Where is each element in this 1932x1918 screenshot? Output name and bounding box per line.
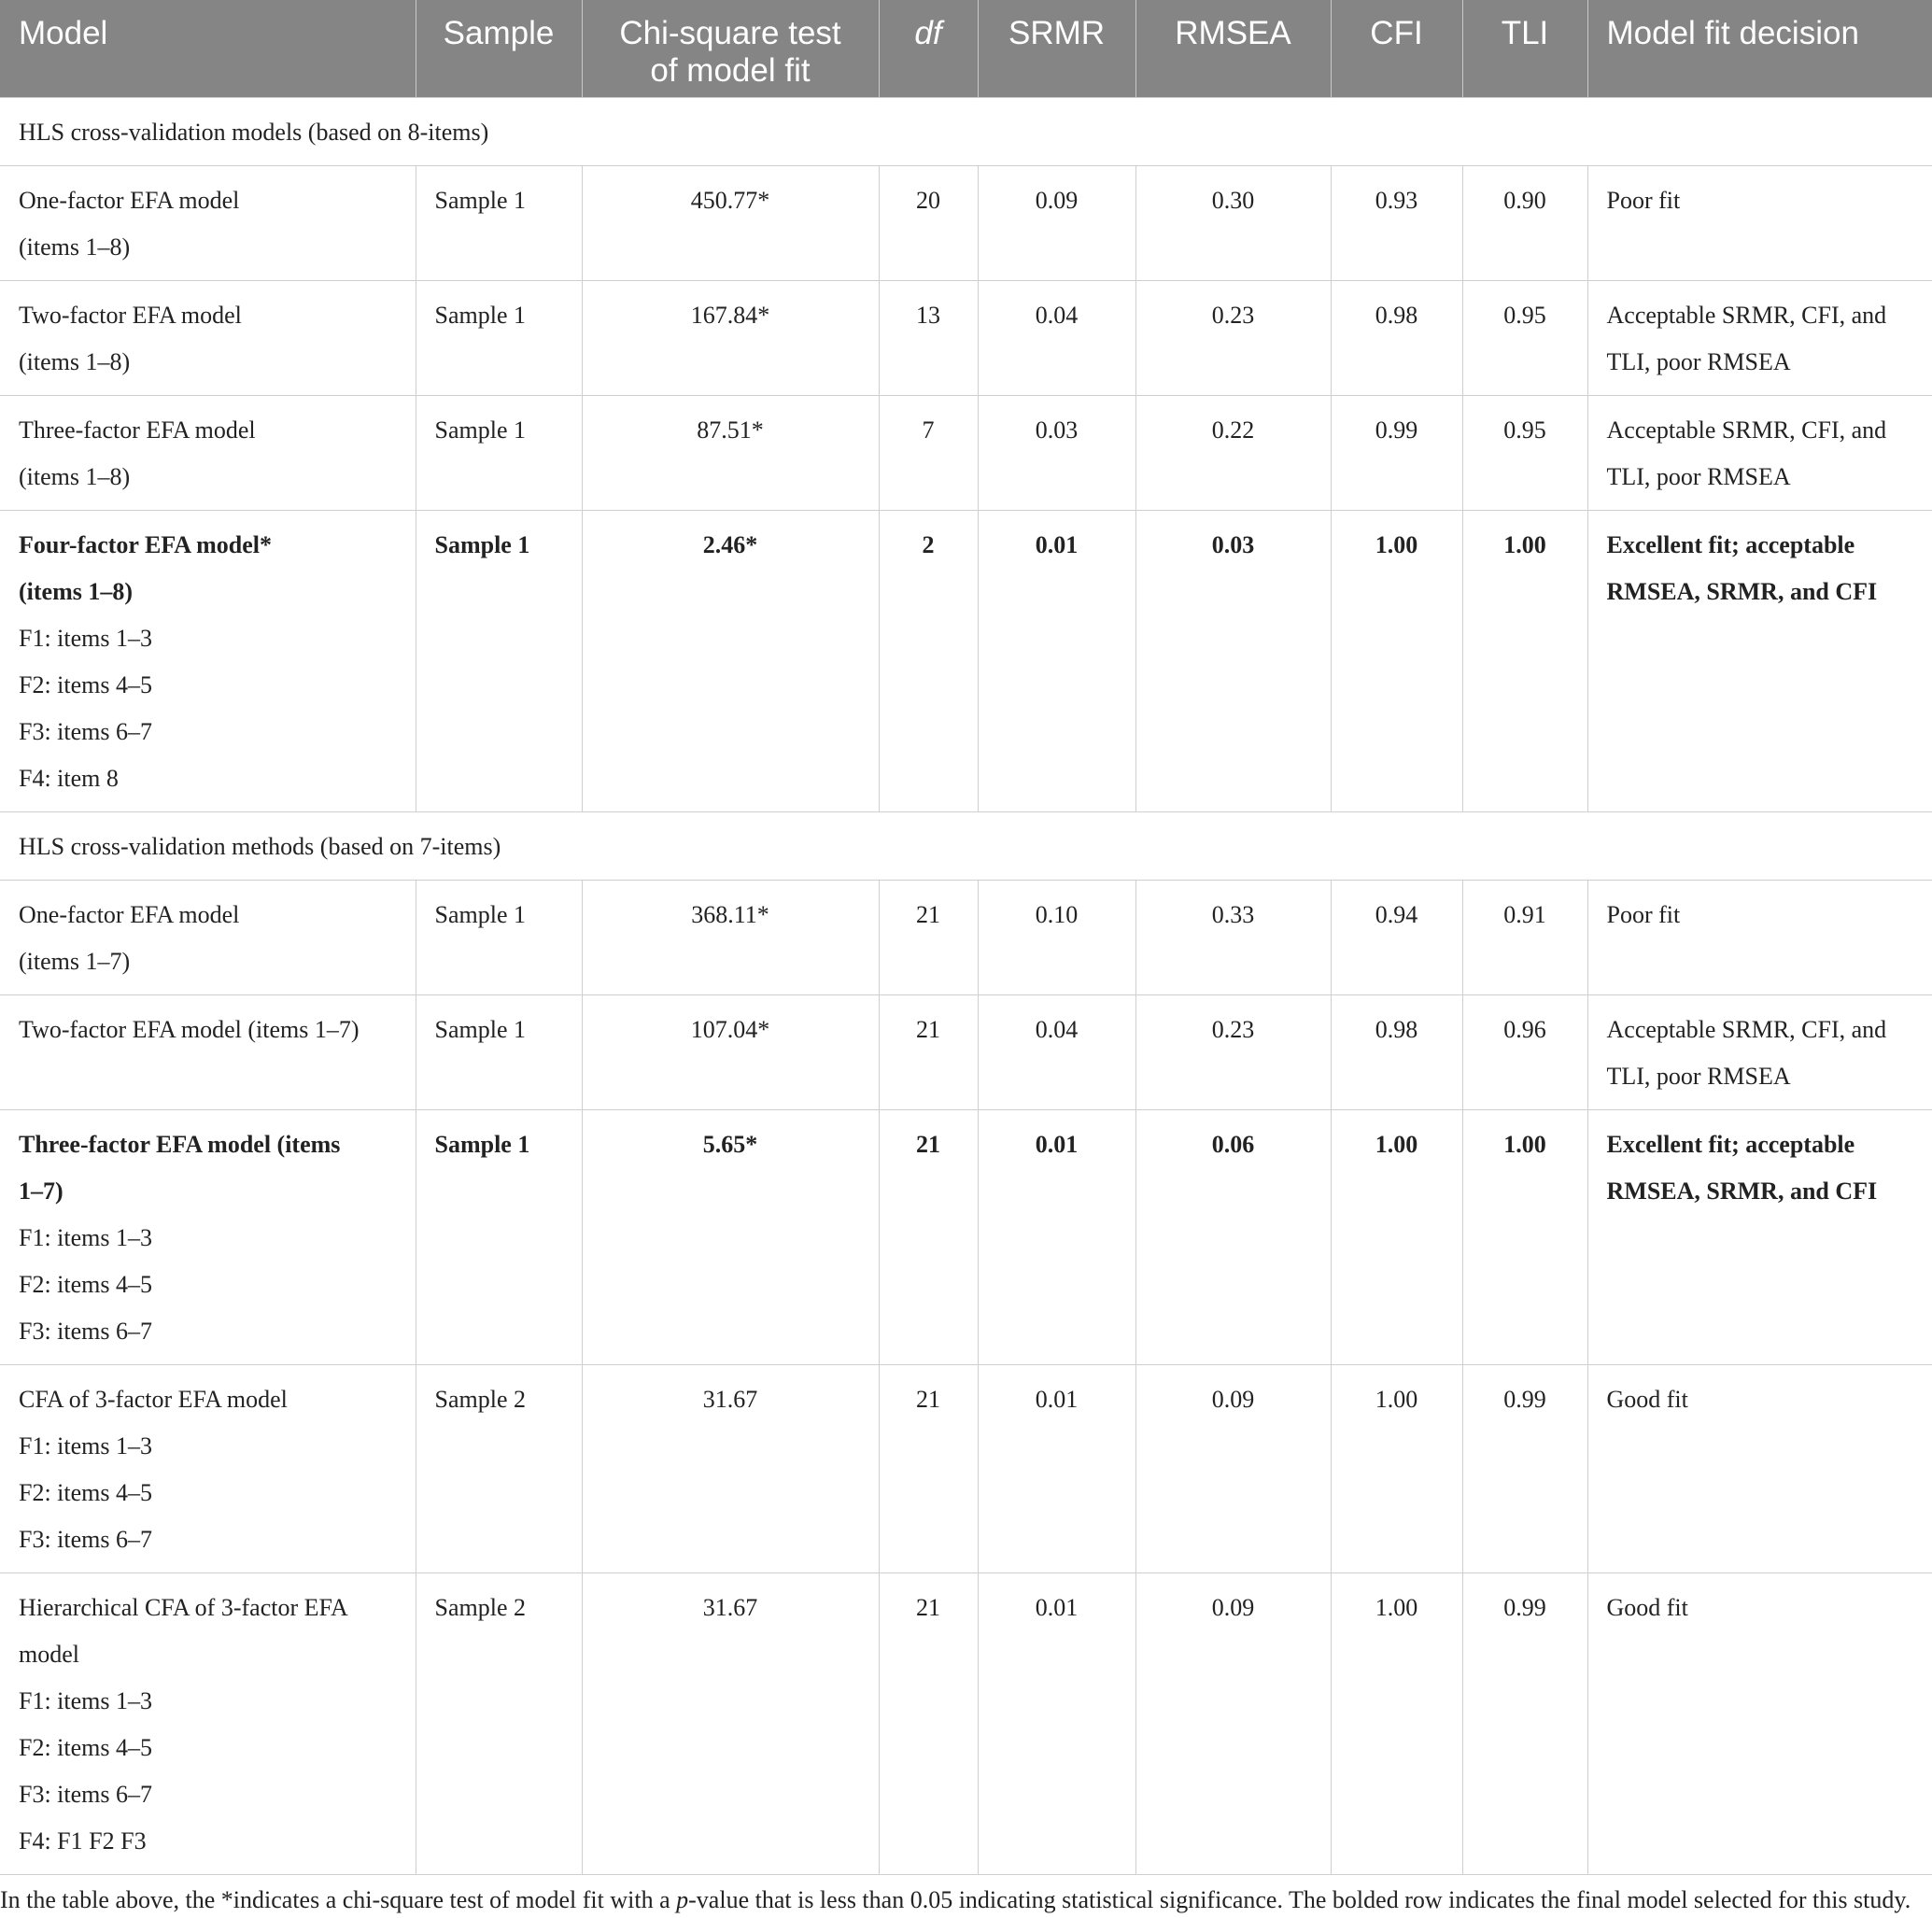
cell-model — [0, 281, 416, 396]
table-row — [0, 995, 1932, 1110]
table-row — [0, 1573, 1932, 1875]
cell-chi-square: 450.77* — [582, 166, 879, 281]
cell-tli: 0.90 — [1462, 166, 1587, 281]
cell-sample: Sample 1 — [416, 396, 582, 511]
model-name-line: F3: items 6–7 — [19, 1526, 153, 1553]
cell-tli: 0.95 — [1462, 396, 1587, 511]
cell-sample: Sample 1 — [416, 166, 582, 281]
cell-rmsea: 0.23 — [1135, 995, 1331, 1110]
model-name-line: (items 1–8) — [19, 348, 131, 375]
table-row — [0, 281, 1932, 396]
model-name-line: F3: items 6–7 — [19, 1781, 153, 1808]
header-srmr: SRMR — [978, 0, 1135, 98]
cell-df: 21 — [879, 995, 978, 1110]
model-name-line: Two-factor EFA model — [19, 302, 242, 329]
cell-srmr: 0.03 — [978, 396, 1135, 511]
decision-line: Poor fit — [1606, 187, 1681, 214]
model-name-line: F2: items 4–5 — [19, 1479, 153, 1506]
cell-sample: Sample 1 — [416, 281, 582, 396]
model-name-line: F1: items 1–3 — [19, 625, 153, 652]
cell-df: 21 — [879, 1573, 978, 1875]
cell-cfi: 0.94 — [1331, 881, 1462, 995]
cell-model — [0, 1365, 416, 1573]
model-name-line: One-factor EFA model — [19, 187, 240, 214]
cell-decision — [1587, 396, 1932, 511]
header-tli: TLI — [1462, 0, 1587, 98]
header-chi-line2: of model fit — [650, 52, 811, 89]
model-name-line: F1: items 1–3 — [19, 1432, 153, 1460]
header-sample: Sample — [416, 0, 582, 98]
model-name-line: F3: items 6–7 — [19, 718, 153, 745]
cell-srmr: 0.04 — [978, 281, 1135, 396]
cell-df: 21 — [879, 881, 978, 995]
cell-df: 2 — [879, 511, 978, 812]
model-name-line: (items 1–7) — [19, 948, 131, 975]
header-row — [0, 0, 1932, 98]
cell-cfi: 0.99 — [1331, 396, 1462, 511]
header-chi-line1: Chi-square test — [619, 15, 841, 51]
table-row — [0, 396, 1932, 511]
cell-chi-square: 167.84* — [582, 281, 879, 396]
cell-model — [0, 166, 416, 281]
table-row-final-8-items — [0, 511, 1932, 812]
cell-chi-square: 368.11* — [582, 881, 879, 995]
cell-tli: 0.91 — [1462, 881, 1587, 995]
footnote-text-1: In the table above, the *indicates a chi-square test of model fit with a — [0, 1886, 677, 1913]
table-row — [0, 881, 1932, 995]
decision-line: TLI, poor RMSEA — [1606, 463, 1791, 490]
cell-model — [0, 511, 416, 812]
cell-model — [0, 995, 416, 1110]
cell-decision — [1587, 281, 1932, 396]
section-label: HLS cross-validation models (based on 8-items) — [0, 98, 1932, 166]
cell-df: 20 — [879, 166, 978, 281]
cell-sample: Sample 1 — [416, 511, 582, 812]
cell-cfi: 1.00 — [1331, 1365, 1462, 1573]
cell-srmr: 0.01 — [978, 1365, 1135, 1573]
cell-chi-square: 87.51* — [582, 396, 879, 511]
model-name-line: F2: items 4–5 — [19, 1734, 153, 1761]
cell-srmr: 0.01 — [978, 1110, 1135, 1365]
cell-decision — [1587, 881, 1932, 995]
model-name-line: Two-factor EFA model (items 1–7) — [19, 1016, 360, 1043]
cell-rmsea: 0.09 — [1135, 1365, 1331, 1573]
model-name-line: Three-factor EFA model (items — [19, 1131, 341, 1158]
cell-tli: 0.95 — [1462, 281, 1587, 396]
cell-cfi: 0.93 — [1331, 166, 1462, 281]
cell-decision — [1587, 995, 1932, 1110]
cell-model — [0, 396, 416, 511]
decision-line: RMSEA, SRMR, and CFI — [1606, 578, 1878, 605]
cell-decision — [1587, 1365, 1932, 1573]
cell-rmsea: 0.30 — [1135, 166, 1331, 281]
cell-model — [0, 1110, 416, 1365]
decision-line: Good fit — [1606, 1386, 1688, 1413]
header-chi-square — [582, 0, 879, 98]
model-name-line: F4: F1 F2 F3 — [19, 1827, 147, 1855]
cell-df: 21 — [879, 1365, 978, 1573]
model-name-line: (items 1–8) — [19, 463, 131, 490]
cell-cfi: 1.00 — [1331, 1573, 1462, 1875]
cell-cfi: 1.00 — [1331, 511, 1462, 812]
model-name-line: Hierarchical CFA of 3-factor EFA — [19, 1594, 348, 1621]
cell-sample: Sample 2 — [416, 1573, 582, 1875]
header-rmsea: RMSEA — [1135, 0, 1331, 98]
cell-cfi: 0.98 — [1331, 995, 1462, 1110]
cell-sample: Sample 1 — [416, 881, 582, 995]
table-footnote — [0, 1875, 1914, 1918]
cell-srmr: 0.04 — [978, 995, 1135, 1110]
cell-sample: Sample 1 — [416, 1110, 582, 1365]
model-name-line: (items 1–8) — [19, 578, 134, 605]
cell-chi-square: 107.04* — [582, 995, 879, 1110]
model-name-line: F2: items 4–5 — [19, 1271, 153, 1298]
section-label: HLS cross-validation methods (based on 7-items) — [0, 812, 1932, 881]
cell-srmr: 0.10 — [978, 881, 1135, 995]
header-df: df — [879, 0, 978, 98]
model-name-line: CFA of 3-factor EFA model — [19, 1386, 288, 1413]
cell-sample: Sample 1 — [416, 995, 582, 1110]
cell-chi-square: 2.46* — [582, 511, 879, 812]
cell-rmsea: 0.23 — [1135, 281, 1331, 396]
cell-tli: 1.00 — [1462, 511, 1587, 812]
cell-cfi: 1.00 — [1331, 1110, 1462, 1365]
cell-decision — [1587, 511, 1932, 812]
cell-rmsea: 0.22 — [1135, 396, 1331, 511]
cell-tli: 1.00 — [1462, 1110, 1587, 1365]
decision-line: Acceptable SRMR, CFI, and — [1606, 1016, 1887, 1043]
decision-line: Excellent fit; acceptable — [1606, 1131, 1855, 1158]
cell-chi-square: 5.65* — [582, 1110, 879, 1365]
model-name-line: F1: items 1–3 — [19, 1687, 153, 1714]
cell-decision — [1587, 1110, 1932, 1365]
header-model: Model — [0, 0, 416, 98]
decision-line: TLI, poor RMSEA — [1606, 348, 1791, 375]
table-row — [0, 1365, 1932, 1573]
model-name-line: 1–7) — [19, 1178, 63, 1205]
cell-rmsea: 0.09 — [1135, 1573, 1331, 1875]
model-name-line: F2: items 4–5 — [19, 671, 153, 698]
section-row-8-items — [0, 98, 1932, 166]
model-name-line: Three-factor EFA model — [19, 416, 256, 444]
cell-srmr: 0.09 — [978, 166, 1135, 281]
cell-rmsea: 0.03 — [1135, 511, 1331, 812]
cell-rmsea: 0.06 — [1135, 1110, 1331, 1365]
table-row — [0, 166, 1932, 281]
cell-tli: 0.99 — [1462, 1573, 1587, 1875]
model-name-line: F3: items 6–7 — [19, 1318, 153, 1345]
model-name-line: F1: items 1–3 — [19, 1224, 153, 1251]
model-name-line: model — [19, 1641, 79, 1668]
cell-df: 7 — [879, 396, 978, 511]
section-row-7-items — [0, 812, 1932, 881]
table-row-final-7-items — [0, 1110, 1932, 1365]
decision-line: Acceptable SRMR, CFI, and — [1606, 416, 1887, 444]
model-name-line: F4: item 8 — [19, 765, 119, 792]
model-name-line: One-factor EFA model — [19, 901, 240, 928]
cell-srmr: 0.01 — [978, 511, 1135, 812]
decision-line: TLI, poor RMSEA — [1606, 1063, 1791, 1090]
footnote-p: p — [676, 1886, 689, 1913]
header-decision: Model fit decision — [1587, 0, 1932, 98]
decision-line: Poor fit — [1606, 901, 1681, 928]
decision-line: Excellent fit; acceptable — [1606, 531, 1855, 558]
cell-rmsea: 0.33 — [1135, 881, 1331, 995]
cell-model — [0, 881, 416, 995]
cell-tli: 0.96 — [1462, 995, 1587, 1110]
cell-decision — [1587, 1573, 1932, 1875]
cell-df: 21 — [879, 1110, 978, 1365]
cell-chi-square: 31.67 — [582, 1573, 879, 1875]
cell-sample: Sample 2 — [416, 1365, 582, 1573]
model-name-line: (items 1–8) — [19, 233, 131, 261]
decision-line: Acceptable SRMR, CFI, and — [1606, 302, 1887, 329]
cell-decision — [1587, 166, 1932, 281]
cell-df: 13 — [879, 281, 978, 396]
cell-tli: 0.99 — [1462, 1365, 1587, 1573]
cell-cfi: 0.98 — [1331, 281, 1462, 396]
cell-srmr: 0.01 — [978, 1573, 1135, 1875]
model-name-line: Four-factor EFA model* — [19, 531, 273, 558]
header-cfi: CFI — [1331, 0, 1462, 98]
cell-chi-square: 31.67 — [582, 1365, 879, 1573]
decision-line: Good fit — [1606, 1594, 1688, 1621]
decision-line: RMSEA, SRMR, and CFI — [1606, 1178, 1878, 1205]
cell-model — [0, 1573, 416, 1875]
footnote-text-2: -value that is less than 0.05 indicating statistical significance. The bolded row indicates the final model selected for this study. — [688, 1886, 1911, 1913]
